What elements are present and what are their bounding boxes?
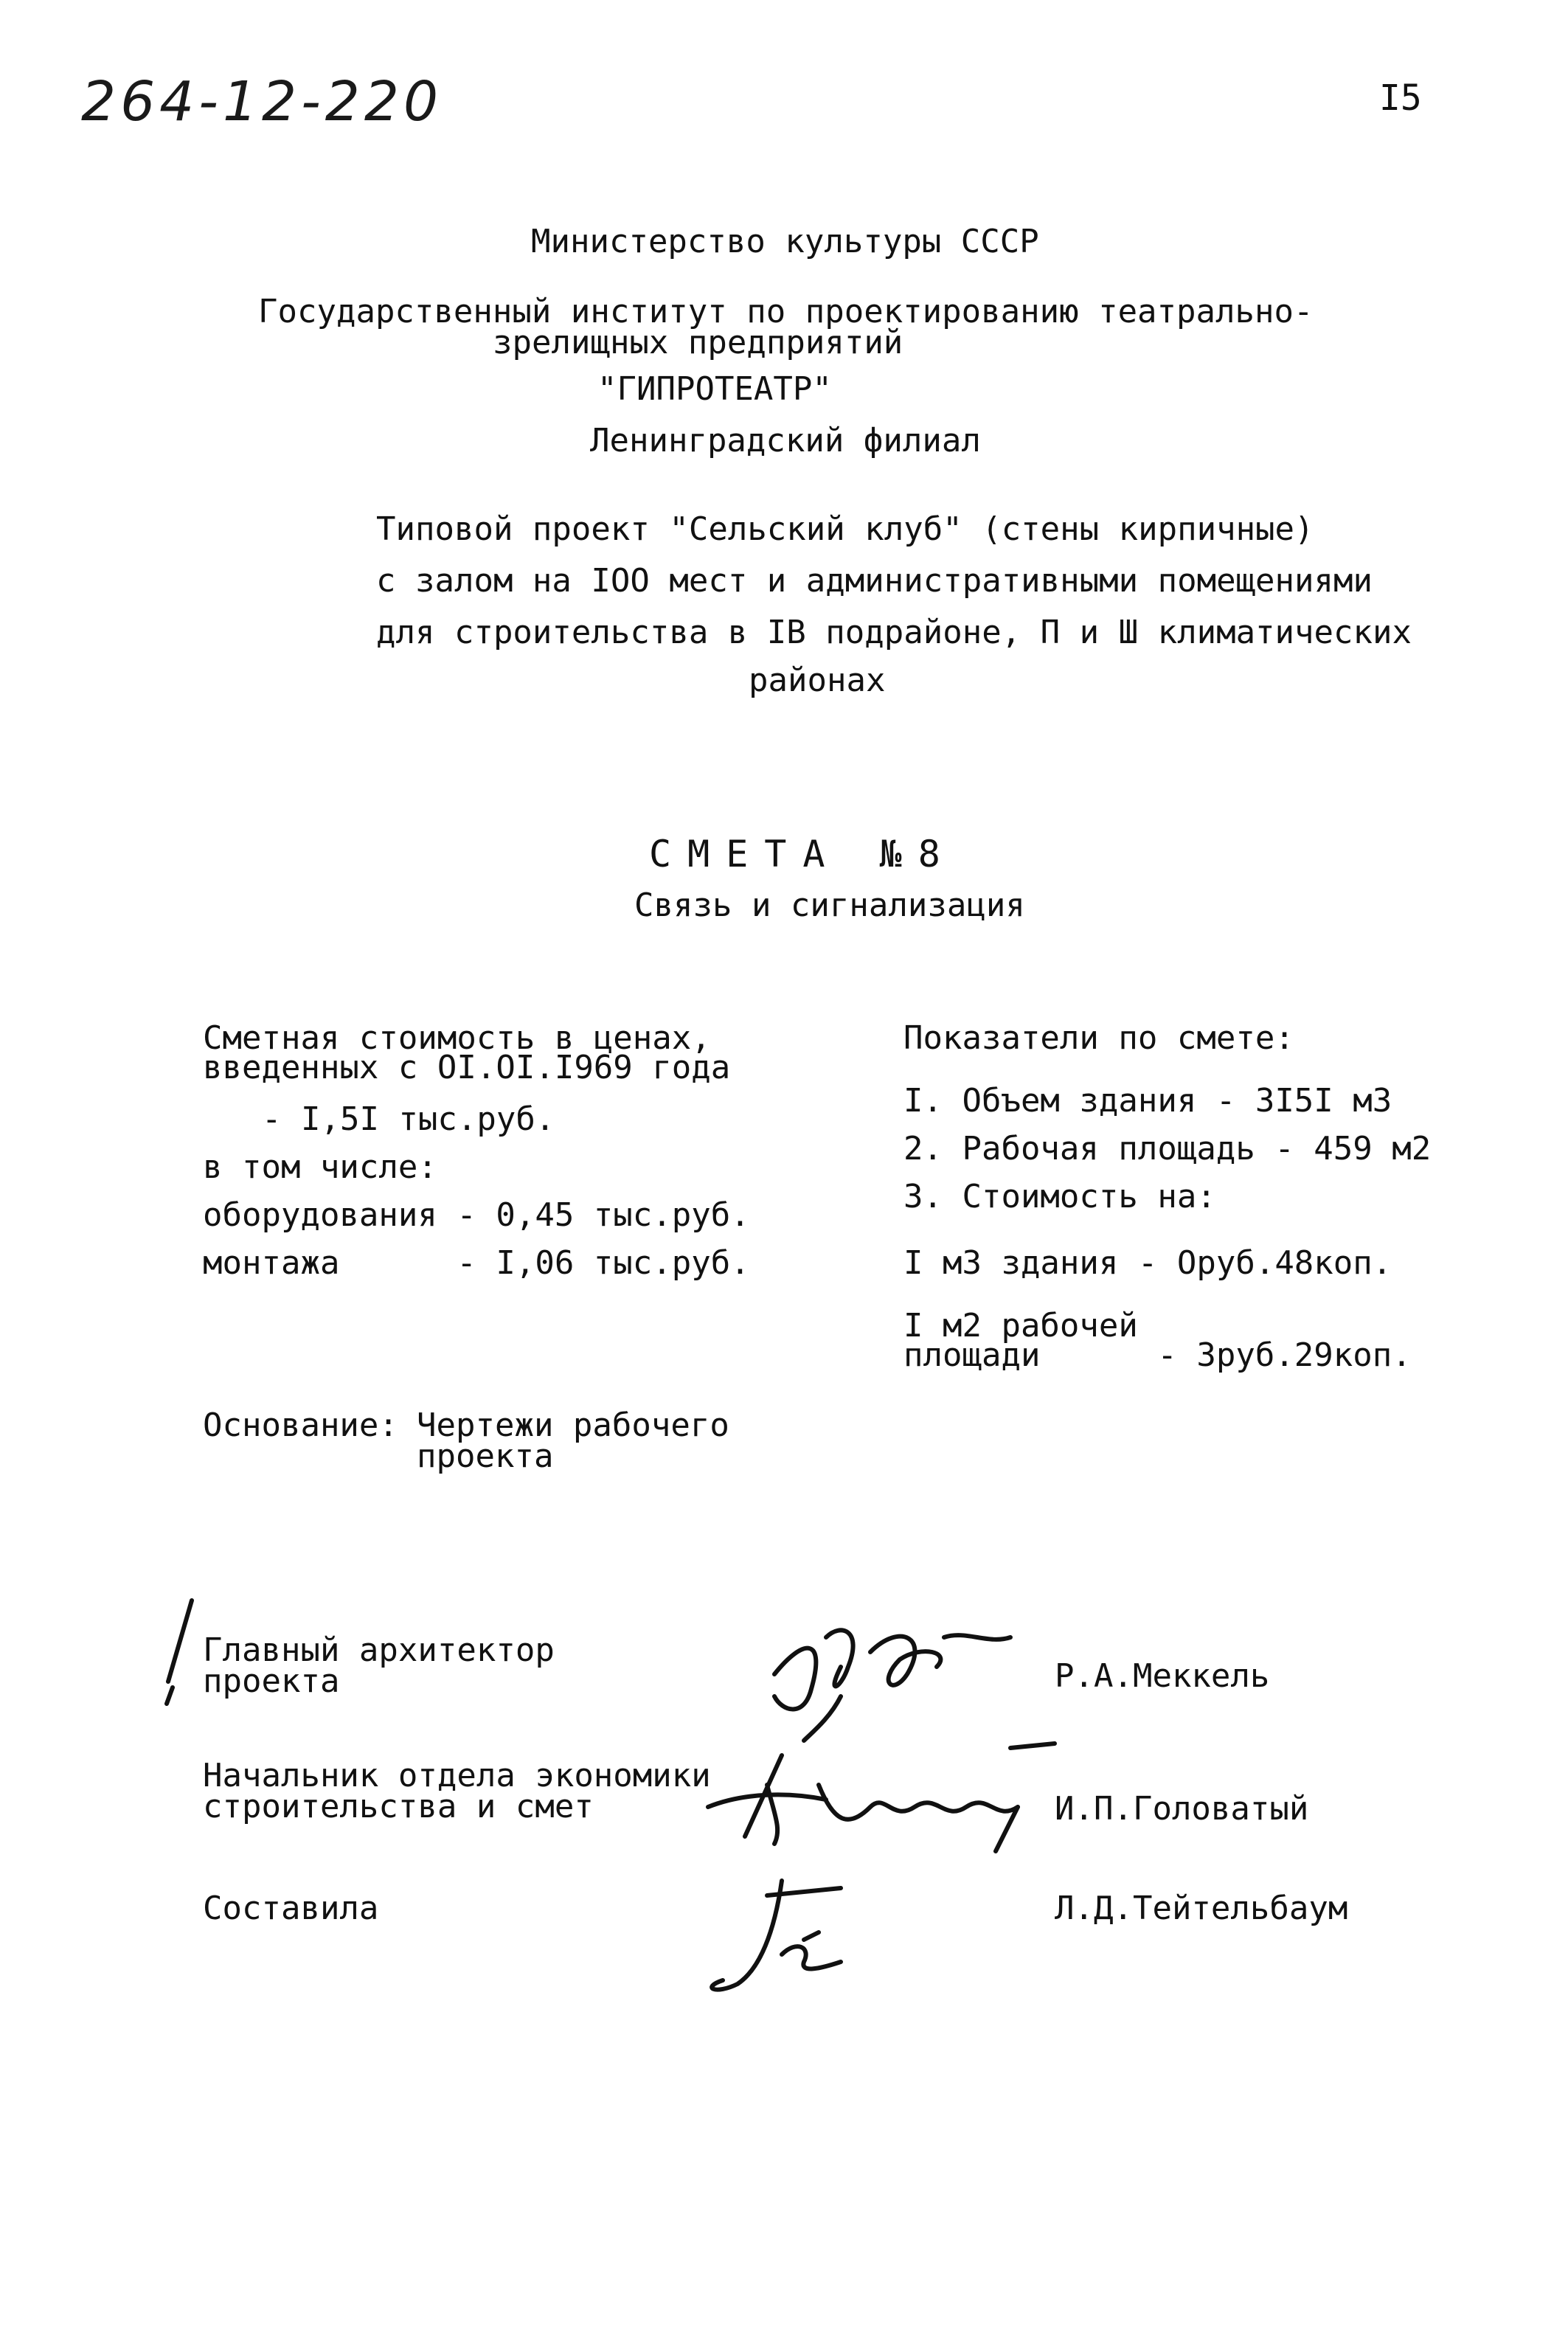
cost-total: - I,5I тыс.руб. <box>262 1100 555 1138</box>
branch-name: Ленинградский филиал <box>590 422 981 459</box>
institute-name-line2: зрелищных предприятий <box>493 324 903 361</box>
indicator-cost-per-m2-line2: площади - 3руб.29коп. <box>903 1336 1412 1374</box>
cost-line2: введенных с OI.OI.I969 года <box>203 1049 731 1086</box>
document-code: 264-12-220 <box>81 70 443 133</box>
cost-including: в том числе: <box>203 1148 437 1186</box>
basis-text-line1: Чертежи рабочего <box>417 1406 729 1444</box>
signer2-role-line1: Начальник отдела экономики <box>203 1757 711 1794</box>
indicator-cost-per-m2-line1: I м2 рабочей <box>903 1307 1138 1345</box>
cost-equipment: оборудования - 0,45 тыс.руб. <box>203 1196 750 1234</box>
ministry-name: Министерство культуры СССР <box>531 223 1039 260</box>
basis-label: Основание: <box>203 1406 398 1444</box>
signature-1-icon <box>760 1608 1033 1741</box>
cost-installation: монтажа - I,06 тыс.руб. <box>203 1244 750 1282</box>
page-number: I5 <box>1379 77 1422 119</box>
cost-line1: Сметная стоимость в ценах, <box>203 1019 711 1057</box>
signer3-role-line1: Составила <box>203 1890 379 1927</box>
signer1-role-line1: Главный архитектор <box>203 1631 555 1669</box>
signer1-name: Р.А.Меккель <box>1055 1657 1270 1695</box>
signature-2-icon <box>701 1741 1055 1859</box>
indicator-volume: I. Объем здания - 3I5I м3 <box>903 1082 1392 1120</box>
institute-short-name: "ГИПРОТЕАТР" <box>597 370 832 408</box>
signer2-name: И.П.Головатый <box>1055 1790 1309 1828</box>
project-line1: Типовой проект "Сельский клуб" (стены кирпичные) <box>376 510 1314 548</box>
signer2-role-line2: строительства и смет <box>203 1788 594 1825</box>
institute-name-line1: Государственный институт по проектированию театрально- <box>258 293 1314 330</box>
margin-mark-icon <box>162 1593 207 1711</box>
indicators-heading: Показатели по смете: <box>903 1019 1294 1057</box>
project-line3: для строительства в IВ подрайоне, П и Ш климатических <box>376 614 1412 651</box>
indicator-cost-heading: 3. Стоимость на: <box>903 1178 1216 1215</box>
estimate-title: СМЕТА №8 <box>649 833 957 875</box>
indicator-cost-per-m3: I м3 здания - Оруб.48коп. <box>903 1244 1392 1282</box>
basis-text-line2: проекта <box>417 1437 554 1475</box>
project-line4: районах <box>749 662 886 699</box>
signer1-role-line2: проекта <box>203 1662 340 1700</box>
signature-3-icon <box>693 1866 900 2006</box>
indicator-area: 2. Рабочая площадь - 459 м2 <box>903 1130 1432 1168</box>
project-line2: с залом на IOO мест и административными помещениями <box>376 562 1373 600</box>
estimate-subtitle: Связь и сигнализация <box>634 887 1025 924</box>
signer3-name: Л.Д.Тейтельбаум <box>1055 1890 1348 1927</box>
